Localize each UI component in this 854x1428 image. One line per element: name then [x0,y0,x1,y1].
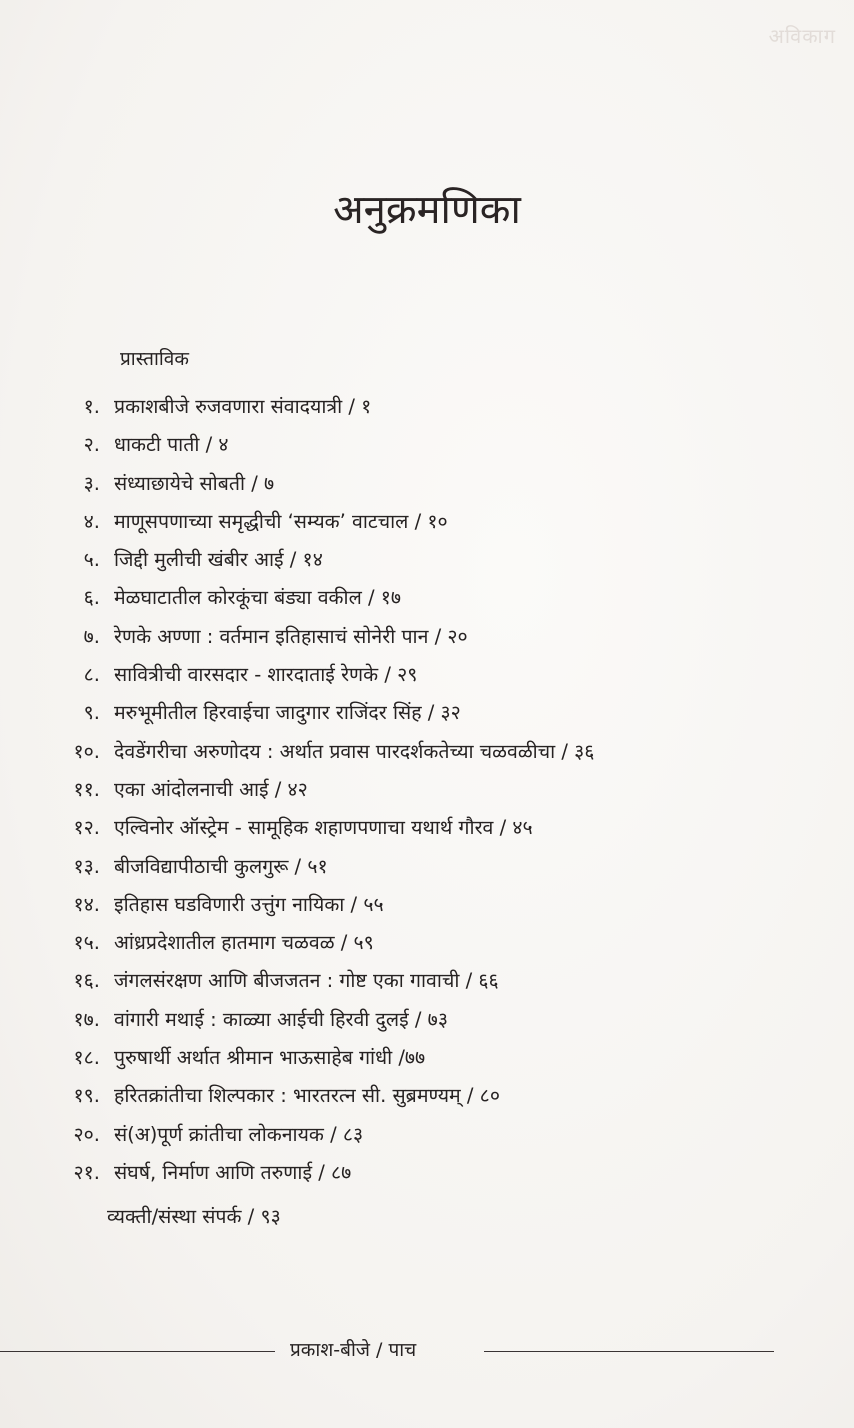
entry-title: बीजविद्यापीठाची कुलगुरू / ५१ [114,854,328,878]
entry-title: संध्याछायेचे सोबती / ७ [114,471,275,495]
toc-entry-11 [0,771,854,809]
entry-title: रेणके अण्णा : वर्तमान इतिहासाचं सोनेरी पान / २० [114,624,468,648]
entry-title: माणूसपणाच्या समृद्धीची ‘सम्यक’ वाटचाल / १० [114,509,448,533]
entry-title: वांगारी मथाई : काळ्या आईची हिरवी दुलई / ७३ [114,1007,448,1031]
entry-number: १३. [73,854,100,878]
toc-entry-15 [0,924,854,962]
entry-title: जिद्दी मुलीची खंबीर आई / १४ [114,548,323,572]
entry-number: २०. [73,1122,100,1146]
entry-title: देवडेंगरीचा अरुणोदय : अर्थात प्रवास पारदर्शकतेच्या चळवळीचा / ३६ [114,739,595,763]
toc-entry-12 [0,809,854,847]
table-of-contents [0,388,854,1192]
entry-title: एल्विनोर ऑस्ट्रेम - सामूहिक शहाणपणाचा यथार्थ गौरव / ४५ [114,816,533,840]
toc-entry-2 [0,426,854,464]
entry-number: २१. [73,1160,100,1184]
entry-title: इतिहास घडविणारी उत्तुंग नायिका / ५५ [114,892,384,916]
preface-entry: प्रास्ताविक [120,348,189,370]
toc-entry-8 [0,656,854,694]
entry-title: सावित्रीची वारसदार - शारदाताई रेणके / २९ [114,663,418,687]
page-title: अनुक्रमणिका [333,187,521,233]
entry-number: १. [83,395,100,418]
toc-entry-1 [0,388,854,426]
toc-entry-13 [0,848,854,886]
contacts-entry: व्यक्ती/संस्था संपर्क / ९३ [107,1205,281,1228]
entry-number: १७. [73,1007,100,1031]
toc-entry-6 [0,579,854,617]
toc-entry-9 [0,694,854,732]
entry-title: धाकटी पाती / ४ [114,433,229,457]
entry-number: ८. [83,663,100,687]
entry-number: ६. [83,586,100,610]
entry-number: ३. [83,471,100,495]
entry-title: मरुभूमीतील हिरवाईचा जादुगार राजिंदर सिंह / ३२ [114,701,461,725]
toc-entry-20 [0,1116,854,1154]
entry-number: १९. [73,1084,100,1108]
toc-entry-5 [0,541,854,579]
toc-entry-10 [0,733,854,771]
toc-entry-18 [0,1039,854,1077]
entry-title: प्रकाशबीजे रुजवणारा संवादयात्री / १ [114,395,372,418]
toc-entry-3 [0,465,854,503]
toc-entry-21 [0,1154,854,1192]
entry-number: ५. [83,548,100,572]
toc-entry-16 [0,962,854,1000]
entry-number: १५. [73,931,100,955]
toc-entry-7 [0,618,854,656]
entry-number: २. [83,433,100,457]
entry-title: पुरुषार्थी अर्थात श्रीमान भाऊसाहेब गांधी /७७ [114,1046,426,1070]
entry-number: ९. [83,701,100,725]
entry-number: ११. [73,777,100,801]
entry-number: ७. [83,624,100,648]
entry-title: संघर्ष, निर्माण आणि तरुणाई / ८७ [114,1160,352,1184]
entry-number: १४. [73,892,100,916]
toc-entry-4 [0,503,854,541]
header-bleed-text: अविकाग [768,24,836,48]
toc-entry-17 [0,1001,854,1039]
page-footer [0,1332,854,1372]
entry-number: १२. [73,816,100,840]
entry-title: मेळघाटातील कोरकूंचा बंड्या वकील / १७ [114,586,402,610]
entry-title: सं(अ)पूर्ण क्रांतीचा लोकनायक / ८३ [114,1122,364,1146]
footer-rule-right [484,1351,774,1352]
entry-title: एका आंदोलनाची आई / ४२ [114,777,308,801]
entry-title: आंध्रप्रदेशातील हातमाग चळवळ / ५९ [114,931,374,955]
footer-running-title: प्रकाश-बीजे / पाच [290,1339,417,1361]
entry-number: १०. [73,739,100,763]
entry-number: १८. [73,1046,100,1070]
entry-title: जंगलसंरक्षण आणि बीजजतन : गोष्ट एका गावाची / ६६ [114,969,499,993]
entry-title: हरितक्रांतीचा शिल्पकार : भारतरत्न सी. सुब्रमण्यम् / ८० [114,1084,500,1108]
toc-entry-19 [0,1077,854,1115]
entry-number: १६. [73,969,100,993]
footer-rule-left [0,1351,275,1352]
toc-entry-14 [0,886,854,924]
entry-number: ४. [83,509,100,533]
